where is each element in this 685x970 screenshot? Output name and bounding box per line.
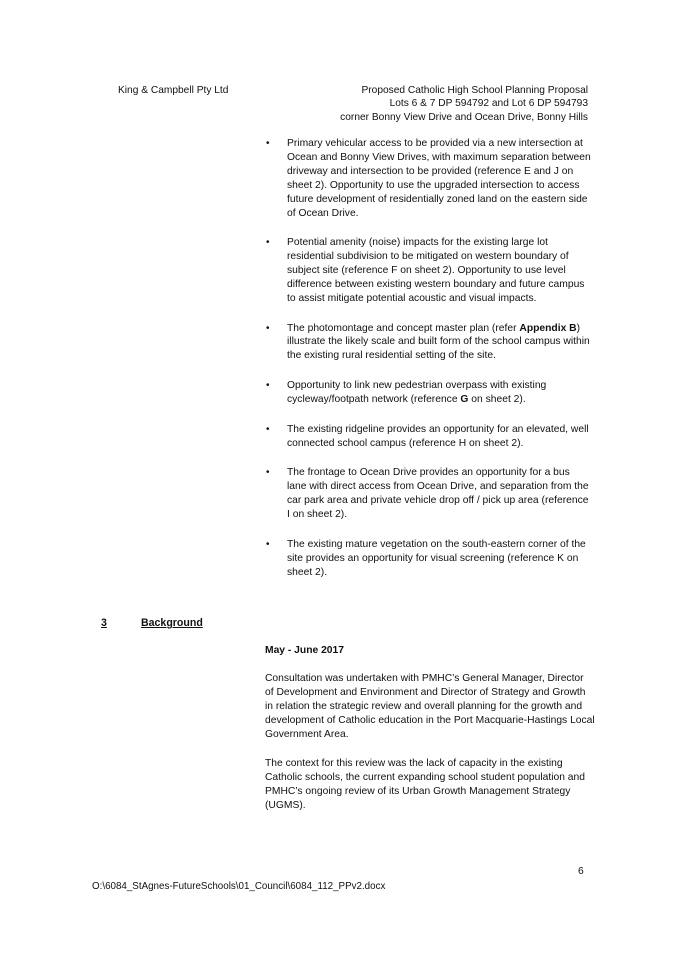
bullet-text: The existing mature vegetation on the south-eastern corner of the site provides an opportunity for visual screening (reference K on sheet 2). [287, 538, 586, 578]
header-lot-details: Lots 6 & 7 DP 594792 and Lot 6 DP 594793 [389, 98, 588, 110]
bullet-icon: • [266, 380, 270, 392]
bullet-vehicular-access [266, 137, 591, 220]
bullet-vegetation [266, 538, 591, 580]
bullet-text-pre: The photomontage and concept master plan (refer [287, 322, 520, 334]
section-number: 3 [101, 617, 107, 629]
bullet-bus-lane [266, 466, 591, 522]
header-project-info [340, 84, 588, 124]
bullet-text-pre: Opportunity to link new pedestrian overpass with existing cycleway/footpath network (reference [287, 380, 547, 405]
section-title: Background [141, 617, 203, 629]
bullet-text: Primary vehicular access to be provided via a new intersection at Ocean and Bonny View Drives, with maximum separation between driveway and intersection to be provided (reference E and J on sheet 2). Opportunity to use the upgraded intersection to access future development of residentially zoned land on the eastern side of Ocean Drive. [287, 138, 591, 219]
bullet-amenity-noise [266, 236, 591, 306]
bullet-icon: • [266, 322, 270, 334]
bullet-icon: • [266, 467, 270, 479]
paragraph-consultation: Consultation was undertaken with PMHC’s General Manager, Director of Development and Environment and Director of Strategy and Growth in relation the strategic review and overall planning for the growth and development of Catholic education in the Port Macquarie-Hastings Local Government Area. [265, 673, 595, 740]
bullet-text-post: on sheet 2). [468, 393, 526, 405]
bullet-text-post: ) illustrate the likely scale and built form of the school campus within the existing rural residential setting of the site. [287, 322, 590, 362]
bullet-icon: • [266, 423, 270, 435]
paragraph-context: The context for this review was the lack of capacity in the existing Catholic schools, the current expanding school student population and PMHC’s ongoing review of its Urban Growth Management Strategy (UGMS). [265, 758, 585, 811]
sheet-reference: G [460, 393, 469, 405]
constraints-bullet-list [266, 137, 591, 595]
bullet-pedestrian-overpass [266, 379, 591, 407]
header-project-title: Proposed Catholic High School Planning Proposal [361, 85, 588, 96]
header-location: corner Bonny View Drive and Ocean Drive, Bonny Hills [340, 111, 588, 123]
bullet-icon: • [266, 237, 270, 249]
bullet-text: The frontage to Ocean Drive provides an opportunity for a bus lane with direct access from Ocean Drive, and separation from the car park area and private vehicle drop off / pick up area (reference I on sheet 2). [287, 467, 589, 521]
bullet-text: Potential amenity (noise) impacts for the existing large lot residential subdivision to be mitigated on western boundary of subject site (reference F on sheet 2). Opportunity to use level difference between existing western boundary and future campus to assist mitigate potential acoustic and visual impacts. [287, 237, 585, 304]
bullet-icon: • [266, 138, 270, 149]
file-path: O:\6084_StAgnes-FutureSchools\01_Council\6084_112_PPv2.docx [92, 881, 386, 892]
bullet-photomontage [266, 322, 591, 364]
bullet-text: The existing ridgeline provides an opportunity for an elevated, well connected school campus (reference H on sheet 2). [287, 423, 589, 449]
bullet-ridgeline [266, 423, 591, 451]
page-number: 6 [578, 866, 584, 877]
appendix-reference: Appendix B [519, 322, 577, 334]
header-company: King & Campbell Pty Ltd [118, 85, 229, 96]
date-subheading: May - June 2017 [265, 645, 344, 656]
bullet-icon: • [266, 538, 270, 550]
